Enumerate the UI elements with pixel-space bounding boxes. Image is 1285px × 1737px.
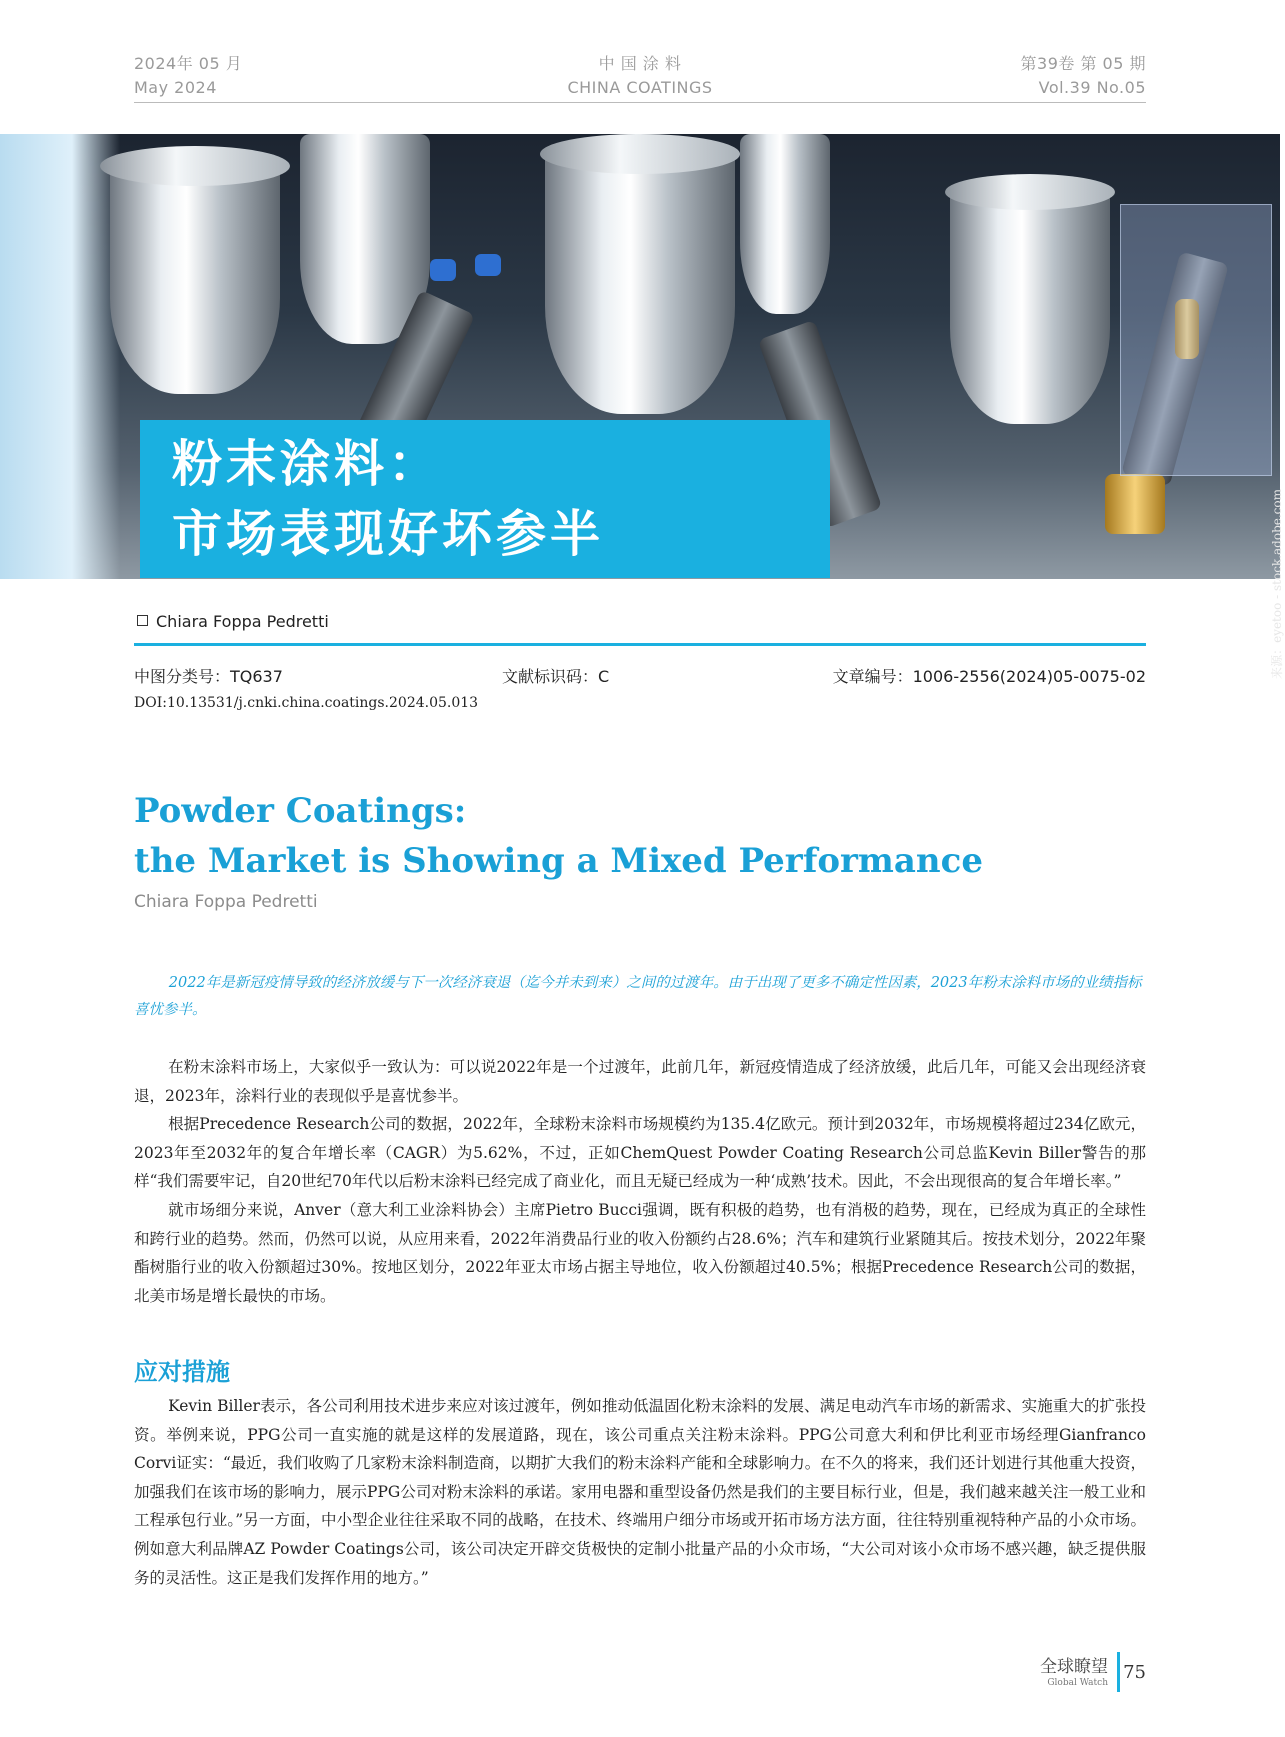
footer-brand-en: Global Watch [1047,1678,1108,1688]
spray-cup-lid-5 [945,174,1115,210]
chinese-title-line1: 粉末涂料： [172,435,442,493]
header-journal-en: CHINA COATINGS [567,78,713,97]
article-number: 文章编号：1006-2556(2024)05-0075-02 [832,667,1146,686]
gold-nozzle [1105,474,1165,534]
author-name: Chiara Foppa Pedretti [156,612,329,631]
chinese-title-line2: 市场表现好坏参半 [172,505,604,563]
photo-credit: 来源：eyetoo - stock.adobe.com [1270,489,1284,679]
hero-left-fade [0,134,120,579]
body-section-1 [134,1053,1146,1310]
header-volume-en: Vol.39 No.05 [1038,78,1146,97]
english-title-line1: Powder Coatings: [134,791,467,831]
header-journal [134,52,1146,100]
author-line [137,612,329,631]
square-bullet-icon [137,615,148,626]
header-date-cn: 2024年 05 月 [134,54,243,73]
spray-cup-4 [740,134,830,314]
section-heading: 应对措施 [134,1358,230,1386]
spray-cup-3 [545,144,735,414]
blue-knob-1 [430,259,456,281]
english-title-line2: the Market is Showing a Mixed Performance [134,841,983,881]
blue-divider [134,643,1146,646]
spray-cup-5 [950,184,1110,424]
body-section-2 [134,1392,1146,1592]
document-code: 文献标识码：C [502,667,610,686]
paragraph: 根据Precedence Research公司的数据，2022年，全球粉末涂料市场规模约为135.4亿欧元。预计到2032年，市场规模将超过234亿欧元，2023年至2032年的复合年增长率（CAGR）为5.62%，不过，正如ChemQuest Powder Coating Research公司总监Kevin Biller警告的那样“我们需要牢记，自20世纪70年代以后粉末涂料已经完成了商业化，而且无疑已经成为一种‘成熟’技术。因此，不会出现很高的复合年增长率。” [134,1115,1146,1191]
header-volume-cn: 第39卷 第 05 期 [1020,54,1146,73]
spray-cup-1 [110,154,280,394]
page-number: 75 [1123,1662,1146,1683]
header-journal-cn: 中 国 涂 料 [598,54,682,73]
paragraph: Kevin Biller表示，各公司利用技术进步来应对该过渡年，例如推动低温固化粉末涂料的发展、满足电动汽车市场的新需求、实施重大的扩张投资。举例来说，PPG公司一直实施的就是这样的发展道路，现在，该公司重点关注粉末涂料。PPG公司意大利和伊比利亚市场经理Gianfranco Corvi证实：“最近，我们收购了几家粉末涂料制造商，以期扩大我们的粉末涂料产能和全球影响力。在不久的将来，我们还计划进行其他重大投资，加强我们在该市场的影响力，展示PPG公司对粉末涂料的承诺。家用电器和重型设备仍然是我们的主要目标行业，但是，我们越来越关注一般工业和工程承包行业。”另一方面，中小型企业往往采取不同的战略，在技术、终端用户细分市场或开拓市场方法方面，往往特别重视特种产品的小众市场。例如意大利品牌AZ Powder Coatings公司，该公司决定开辟交货极快的定制小批量产品的小众市场，“大公司对该小众市场不感兴趣，缺乏提供服务的灵活性。这正是我们发挥作用的地方。” [134,1397,1146,1587]
doi[interactable]: DOI:10.13531/j.cnki.china.coatings.2024.05.013 [134,695,479,711]
footer-brand: 全球瞭望 [1040,1657,1108,1677]
paragraph: 就市场细分来说，Anver（意大利工业涂料协会）主席Pietro Bucci强调，既有积极的趋势，也有消极的趋势，现在，已经成为真正的全球性和跨行业的趋势。然而，仍然可以说，从应用来看，2022年消费品行业的收入份额约占28.6%；汽车和建筑行业紧随其后。按技术划分，2022年聚酯树脂行业的收入份额超过30%。按地区划分，2022年亚太市场占据主导地位，收入份额超过40.5%；根据Precedence Research公司的数据，北美市场是增长最快的市场。 [134,1200,1146,1305]
glass-stand [1120,204,1272,476]
header-volume [1021,52,1146,100]
spray-cup-lid-1 [100,146,290,186]
english-title [134,786,983,886]
running-header [134,52,1146,103]
spray-cup-lid-3 [540,134,740,174]
chinese-title-box [140,420,830,578]
paragraph: 在粉末涂料市场上，大家似乎一致认为：可以说2022年是一个过渡年，此前几年，新冠疫情造成了经济放缓，此后几年，可能又会出现经济衰退，2023年，涂料行业的表现似乎是喜忧参半。 [134,1058,1146,1105]
abstract: 2022年是新冠疫情导致的经济放缓与下一次经济衰退（迄今并未到来）之间的过渡年。由于出现了更多不确定性因素，2023年粉末涂料市场的业绩指标喜忧参半。 [134,975,1142,1018]
blue-knob-2 [475,254,501,276]
header-date-en: May 2024 [134,78,217,97]
english-author: Chiara Foppa Pedretti [134,892,318,912]
footer-bar [1117,1652,1120,1692]
classification-number: 中图分类号：TQ637 [134,667,283,686]
